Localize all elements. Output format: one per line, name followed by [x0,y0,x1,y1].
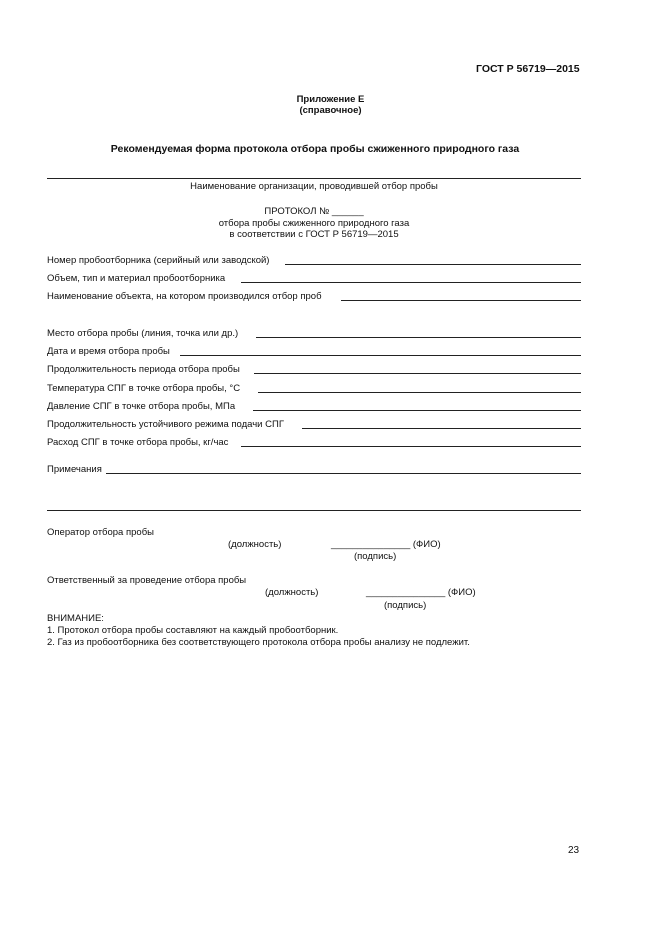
steady-duration-input[interactable] [302,428,581,429]
responsible-label: Ответственный за проведение отбора пробы [47,575,247,586]
flow-rate-label: Расход СПГ в точке отбора пробы, кг/час [47,437,229,448]
sampler-type-label: Объем, тип и материал пробоотборника [47,273,226,284]
sampler-type-input[interactable] [241,282,581,283]
operator-signature: (подпись) [354,551,397,562]
attention-item-1: 1. Протокол отбора пробы составляют на каждый пробоотборник. [47,625,339,636]
steady-duration-label: Продолжительность устойчивого режима подачи СПГ [47,419,284,430]
form-title: Рекомендуемая форма протокола отбора пробы сжиженного природного газа [110,143,520,155]
notes-label: Примечания [47,464,102,475]
temperature-label: Температура СПГ в точке отбора пробы, °С [47,383,241,394]
sampling-place-label: Место отбора пробы (линия, точка или др.) [47,328,239,339]
object-name-label: Наименование объекта, на котором производился отбор проб [47,291,322,302]
pressure-input[interactable] [253,410,581,411]
organization-caption: Наименование организации, проводившей отбор пробы [190,181,438,192]
object-name-input[interactable] [341,300,581,301]
protocol-standard: в соответствии с ГОСТ Р 56719—2015 [229,229,399,240]
responsible-name-line[interactable]: _______________ (ФИО) [366,587,476,598]
temperature-input[interactable] [258,392,581,393]
organization-line[interactable] [47,178,581,179]
responsible-signature: (подпись) [384,600,427,611]
protocol-number: ПРОТОКОЛ № ______ [264,206,364,217]
operator-label: Оператор отбора пробы [47,527,154,538]
duration-label: Продолжительность периода отбора пробы [47,364,240,375]
sampler-number-input[interactable] [285,264,581,265]
protocol-subject: отбора пробы сжиженного природного газа [218,218,410,229]
appendix-title: Приложение Е [296,94,365,105]
operator-name-line[interactable]: _______________ (ФИО) [331,539,441,550]
responsible-position: (должность) [265,587,319,598]
attention-title: ВНИМАНИЕ: [47,613,104,624]
date-time-label: Дата и время отбора пробы [47,346,170,357]
appendix-subtitle: (справочное) [299,105,362,116]
date-time-input[interactable] [180,355,581,356]
notes-input[interactable] [106,473,581,474]
notes-input-line-2[interactable] [47,510,581,511]
pressure-label: Давление СПГ в точке отбора пробы, МПа [47,401,236,412]
attention-item-2: 2. Газ из пробоотборника без соответствующего протокола отбора пробы анализу не подлежит. [47,637,470,648]
operator-position: (должность) [228,539,282,550]
duration-input[interactable] [254,373,581,374]
standard-number: ГОСТ Р 56719—2015 [476,63,580,75]
page-number: 23 [568,845,580,856]
sampling-place-input[interactable] [256,337,581,338]
flow-rate-input[interactable] [241,446,581,447]
sampler-number-label: Номер пробоотборника (серийный или заводской) [47,255,270,266]
